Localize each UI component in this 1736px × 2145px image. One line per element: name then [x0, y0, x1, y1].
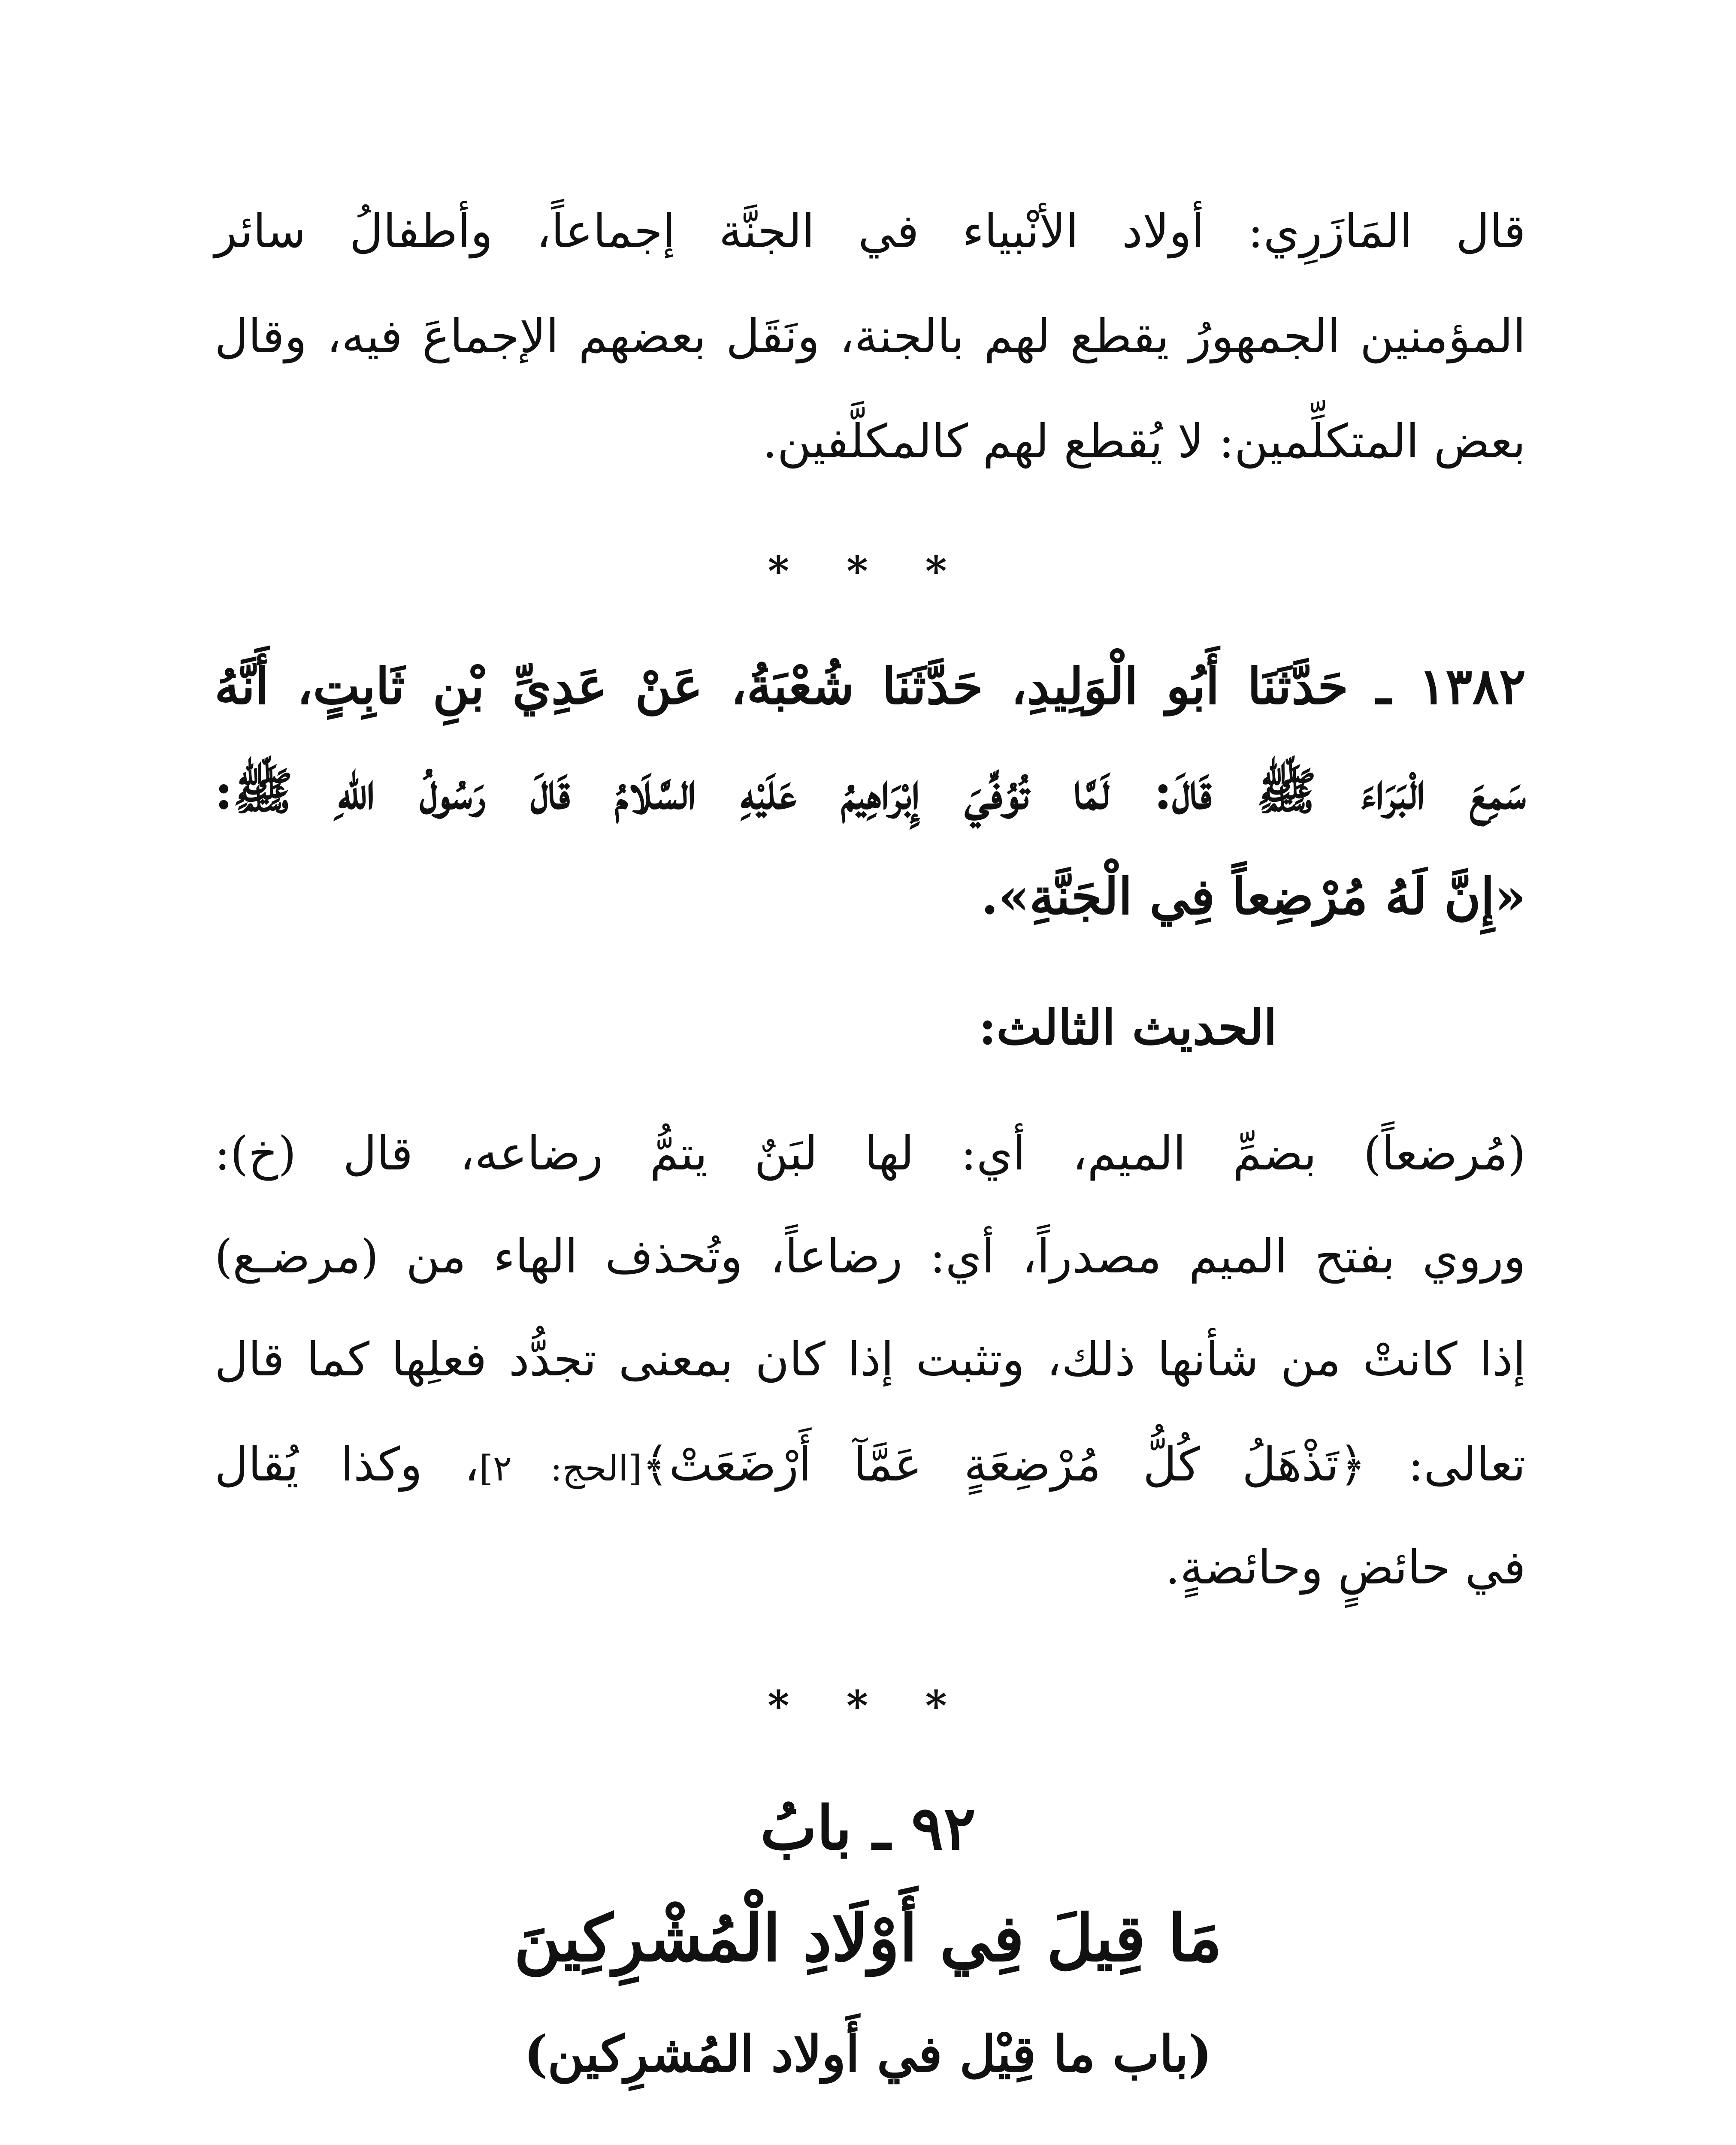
text-line: المؤمنين الجمهورُ يقطع لهم بالجنة، ونَقَل بعضهم الإجماعَ فيه، وقال: [215, 310, 1526, 363]
hadith-line: «إِنَّ لَهُ مُرْضِعاً فِي الْجَنَّةِ».: [981, 867, 1526, 926]
text-line-with-quran: [215, 1435, 1526, 1499]
chapter-title: مَا قِيلَ فِي أَوْلَادِ الْمُشْرِكِينَ: [514, 1900, 1222, 1976]
text-line: في حائضٍ وحائضةٍ.: [1165, 1541, 1526, 1595]
commentary-paragraph-2: [215, 1124, 1526, 1639]
chapter-number: ٩٢ ـ بابُ: [760, 1793, 976, 1864]
subheading-third-hadith: الحديث الثالث:: [978, 1000, 1277, 1056]
quran-reference: [الحج: ٢]: [479, 1448, 642, 1489]
text-line: قال المَازَرِي: أولاد الأنْبياء في الجنَّة إجماعاً، وأطفالُ سائر: [215, 205, 1526, 258]
text-line: وروي بفتح الميم مصدراً، أي: رضاعاً، وتُحذف الهاء من (مرضـع): [215, 1230, 1526, 1284]
text-line: (مُرضعاً) بضمِّ الميم، أي: لها لبَنٌ يتمُّ رضاعه، قال (خ):: [215, 1127, 1526, 1181]
hadith-1382: [215, 656, 1526, 957]
text-line: إذا كانتْ من شأنها ذلك، وتثبت إذا كان بمعنى تجدُّد فعلِها كما قال: [215, 1333, 1526, 1387]
section-separator: * * *: [768, 547, 968, 595]
quran-verse: ﴿تَذْهَلُ كُلُّ مُرْضِعَةٍ عَمَّآ أَرْضَعَتْ﴾: [641, 1438, 1366, 1492]
text-line: بعض المتكلِّمين: لا يُقطع لهم كالمكلَّفين.: [762, 415, 1526, 468]
text-fragment: تعالى:: [1366, 1438, 1526, 1492]
hadith-line: سَمِعَ الْبَرَاءَ ﷺ قَالَ: لَمَّا تُوُفِّيَ إِبْرَاهِيمُ عَلَيْهِ السَّلَامُ قَالَ رَسُولُ اللهِ ﷺ:: [215, 762, 1526, 821]
section-separator: * * *: [768, 1682, 968, 1730]
text-fragment: ، وكذا يُقال: [215, 1438, 479, 1492]
chapter-subtitle: (باب ما قِيْل في أَولاد المُشرِكين): [524, 2025, 1212, 2083]
hadith-line: ١٣٨٢ ـ حَدَّثَنَا أَبُو الْوَلِيدِ، حَدَّثَنَا شُعْبَةُ، عَنْ عَدِيِّ بْنِ ثَابِتٍ، أَنَّهُ: [215, 657, 1526, 716]
commentary-paragraph-1: [215, 202, 1526, 502]
